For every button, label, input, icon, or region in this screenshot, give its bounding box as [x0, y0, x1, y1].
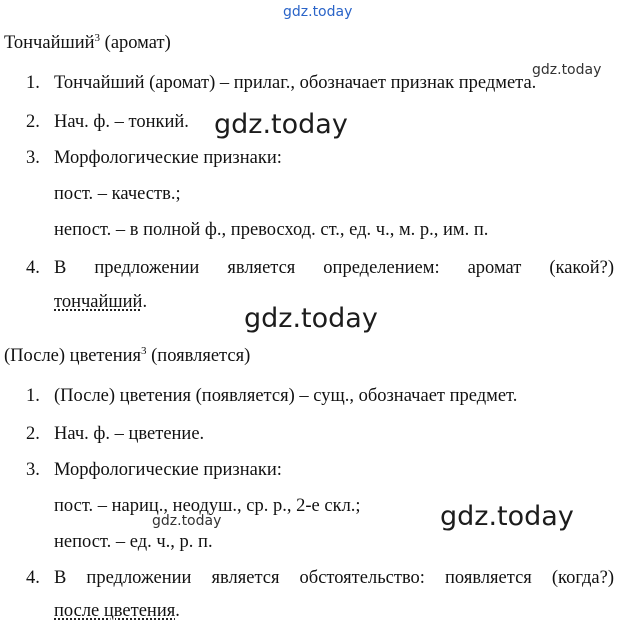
section2-item-1-text: (После) цветения (появляется) – сущ., обозначает предмет.	[54, 386, 518, 406]
watermark-large-3: gdz.today	[440, 501, 574, 532]
section2-heading-word: (После) цветения	[4, 346, 142, 367]
section2-heading-sup: 3	[141, 345, 147, 357]
section1-item-1-text: Тончайший (аромат) – прилаг., обозначает признак предмета.	[54, 73, 537, 93]
section1-heading-rest: (аромат)	[100, 33, 171, 54]
section2-continuation	[54, 599, 180, 623]
section1-item-3-text: Морфологические признаки:	[54, 148, 282, 168]
section2-sub-line-2: непост. – ед. ч., р. п.	[54, 532, 213, 552]
section2-item-2-text: Нач. ф. – цветение.	[54, 424, 205, 444]
section1-item-4-number: 4.	[26, 258, 40, 278]
section1-continuation-end: .	[142, 292, 148, 312]
section2-item-3-number: 3.	[26, 460, 40, 480]
section1-heading-sup: 3	[94, 32, 101, 44]
section2-item-2-number: 2.	[26, 424, 40, 444]
section1-heading	[4, 26, 171, 54]
section1-continuation-word: тончайший	[54, 292, 143, 312]
section2-item-1-number: 1.	[26, 386, 40, 406]
section1-item-3-number: 3.	[26, 148, 40, 168]
section1-item-2-text: Нач. ф. – тонкий.	[54, 112, 189, 132]
section2-continuation-word: после цветения	[54, 601, 176, 621]
watermark-small-1: gdz.today	[532, 62, 602, 78]
section1-sub-line-2: непост. – в полной ф., превосход. ст., ед. ч., м. р., им. п.	[54, 220, 489, 240]
section1-item-2-number: 2.	[26, 112, 40, 132]
watermark-large-2: gdz.today	[244, 303, 378, 334]
section2-item-4-text: В предложении является обстоятельство: появляется (когда?)	[54, 568, 614, 588]
watermark-top: gdz.today	[283, 4, 353, 20]
section2-heading-rest: (появляется)	[146, 346, 251, 367]
watermark-small-2: gdz.today	[152, 513, 222, 529]
section1-continuation	[54, 290, 147, 314]
section2-item-4-number: 4.	[26, 568, 40, 588]
section2-heading	[4, 339, 251, 367]
section1-item-4-text: В предложении является определением: аромат (какой?)	[54, 258, 614, 278]
section2-sub-line-1: пост. – нариц., неодуш., ср. р., 2-е скл.;	[54, 496, 361, 516]
section1-item-1-number: 1.	[26, 73, 40, 93]
section1-heading-word: Тончайший	[4, 33, 95, 54]
section1-sub-line-1: пост. – качеств.;	[54, 184, 181, 204]
section2-item-3-text: Морфологические признаки:	[54, 460, 282, 480]
section2-continuation-end: .	[175, 601, 180, 621]
watermark-large-1: gdz.today	[214, 109, 348, 140]
